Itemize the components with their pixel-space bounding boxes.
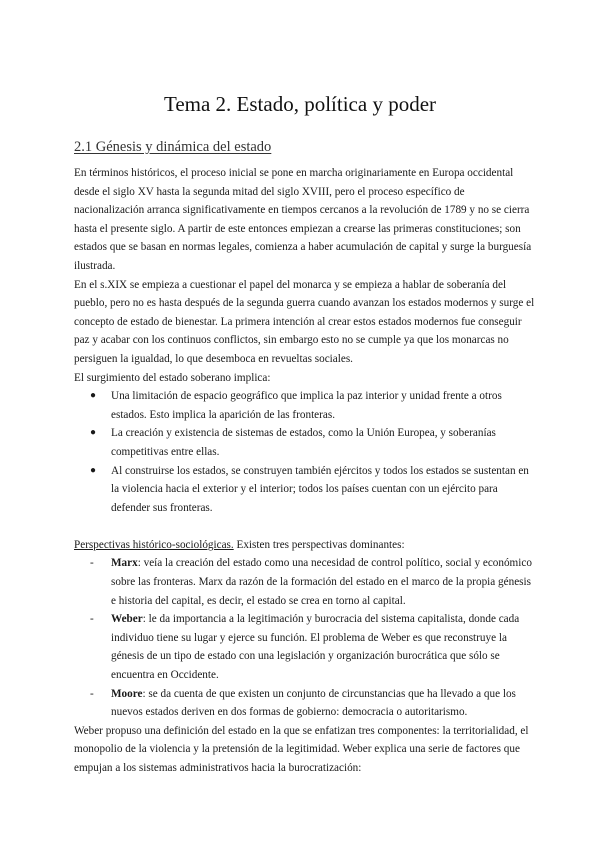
paragraph-origins: En términos históricos, el proceso inicial se pone en marcha originariamente en Europa occidental desde el siglo XV hasta la segunda mitad del siglo XVIII, pero el proceso específico de nacionalización arranca significativamente en tiempos cercanos a la revolución de 1789 y no se cierra hasta el presente siglo. A partir de este entonces empiezan a crearse las primeras constituciones; son estados que se basan en normas legales, comienza a haber acumulación de capital y surge la burguesía ilustrada.: [74, 167, 532, 272]
dash-icon: -: [90, 687, 94, 700]
sovereign-state-list: [74, 387, 536, 517]
list-item-text: La creación y existencia de sistemas de estados, como la Unión Europea, y soberanías competitivas entre ellas.: [111, 427, 496, 458]
perspectives-list: [74, 554, 536, 721]
perspective-name: Marx: [111, 557, 138, 570]
perspectives-intro: [74, 536, 536, 555]
perspective-name: Moore: [111, 687, 143, 700]
list-item-text: Una limitación de espacio geográfico que implica la paz interior y unidad frente a otros estados. Esto implica la aparición de las fronteras.: [111, 390, 502, 421]
paragraph-sovereign-state: El surgimiento del estado soberano implica:: [74, 371, 271, 384]
perspective-name: Weber: [111, 613, 143, 626]
paragraph-weber-definition: Weber propuso una definición del estado en la que se enfatizan tres componentes: la territorialidad, el monopolio de la violencia y la pretensión de la legitimidad. Weber explica una serie de factores que empujan a los sistemas administrativos hacia la burocratización:: [74, 724, 529, 774]
perspective-text: : le da importancia a la legitimación y burocracia del sistema capitalista, donde cada individuo tiene su lugar y ejerce su función. El problema de Weber es que reconstruye la génesis de un tipo de estado con una legislación y organización burocrática que sólo se encuentra en Occidente.: [111, 613, 520, 682]
perspectives-intro-text: Existen tres perspectivas dominantes:: [233, 538, 405, 551]
perspective-text: : veía la creación del estado como una necesidad de control político, social y económico sobre las fronteras. Marx da razón de la formación del estado en el marco de la propia génesis e historia del capital, es decir, el estado se crea en torno al capital.: [111, 557, 532, 607]
list-item: [74, 387, 536, 424]
list-item-text: Al construirse los estados, se construyen también ejércitos y todos los estados se sustentan en la violencia hacia el exterior y el interior; todos los países cuentan con un ejército para defender sus fronteras.: [111, 464, 529, 514]
list-item: [74, 424, 536, 461]
bullet-icon: ●: [90, 464, 97, 476]
paragraph-xix-century: En el s.XIX se empieza a cuestionar el papel del monarca y se empieza a hablar de soberanía del pueblo, pero no es hasta después de la segunda guerra cuando avanzan los estados modernos y surge el concepto de estado de bienestar. La primera intención al crear estos estados modernos fue conseguir paz y acabar con los continuos conflictos, sin embargo esto no se cumple ya que los monarcas no persiguen la igualdad, lo que desemboca en revueltas sociales.: [74, 278, 535, 365]
dash-icon: -: [90, 557, 94, 570]
bullet-icon: ●: [90, 427, 97, 439]
perspectives-label: Perspectivas histórico-sociológicas.: [74, 538, 234, 551]
dash-icon: -: [90, 613, 94, 626]
perspective-text: : se da cuenta de que existen un conjunto de circunstancias que ha llevado a que los nuevos estados deriven en dos formas de gobierno: democracia o autoritarismo.: [111, 687, 516, 719]
list-item: [74, 685, 536, 722]
spacer: [74, 517, 536, 536]
section-heading: 2.1 Génesis y dinámica del estado: [74, 139, 272, 155]
document-body: [74, 164, 536, 778]
list-item: [74, 462, 536, 518]
bullet-icon: ●: [90, 390, 97, 402]
page-title: Tema 2. Estado, política y poder: [163, 92, 437, 116]
list-item: [74, 610, 536, 684]
list-item: [74, 554, 536, 610]
